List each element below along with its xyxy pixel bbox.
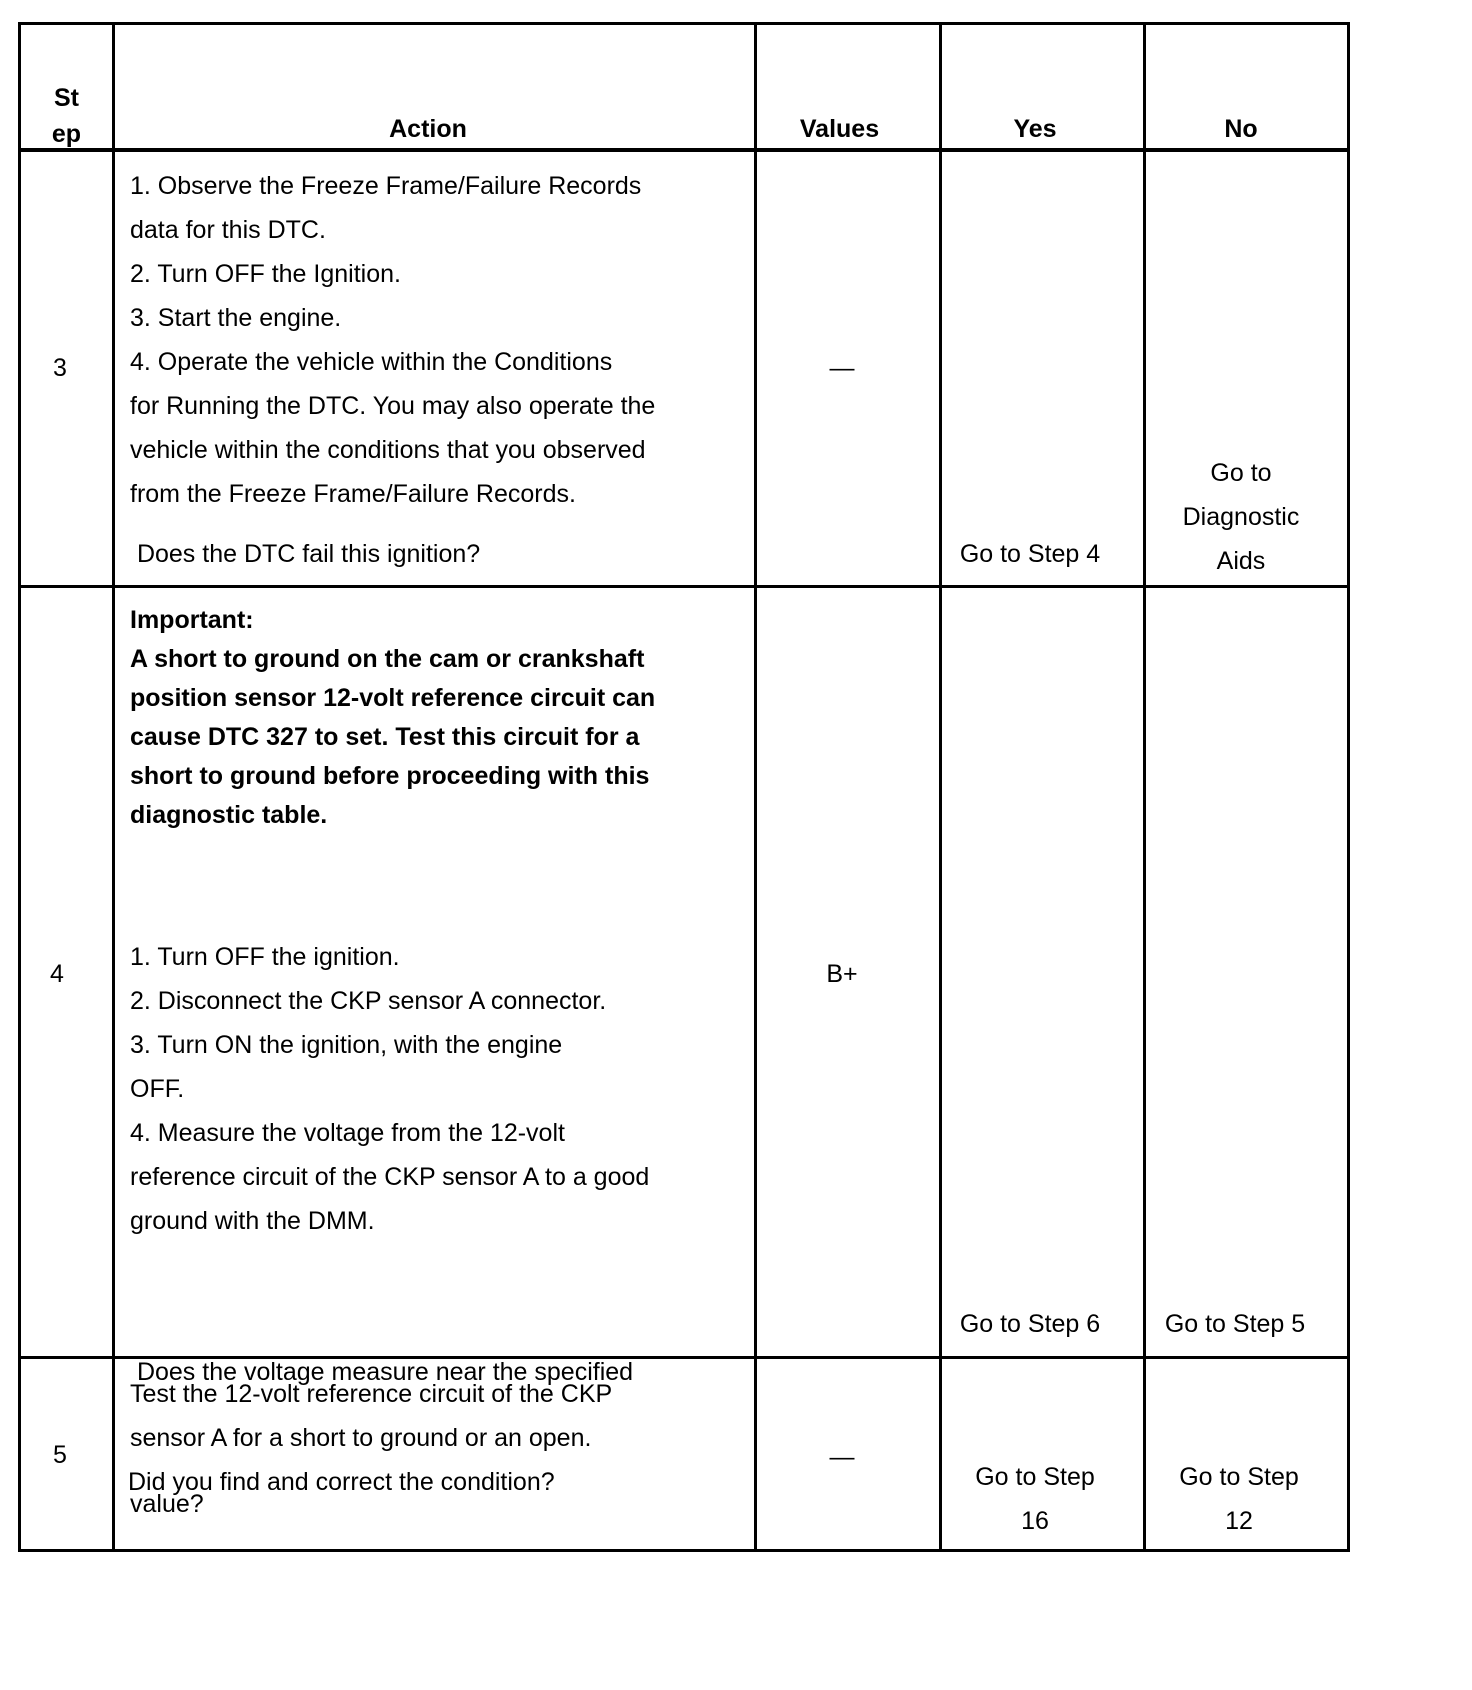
header-step-line-1: St: [54, 84, 79, 112]
header-no: No: [1224, 115, 1258, 143]
no-line: Go to: [1210, 459, 1272, 487]
row-3-value: —: [829, 354, 855, 382]
action-line: 3. Turn ON the ignition, with the engine: [130, 1031, 563, 1059]
row-5-step: 5: [53, 1441, 67, 1469]
header-bottom-border: [18, 148, 1350, 152]
row-3-no: [1146, 451, 1336, 583]
header-yes: Yes: [1013, 115, 1057, 143]
action-line: for Running the DTC. You may also operate the: [130, 392, 656, 420]
row-5-no: [1146, 1455, 1332, 1543]
important-line: short to ground before proceeding with this: [130, 762, 650, 790]
action-line: reference circuit of the CKP sensor A to a good: [130, 1163, 650, 1191]
row-3-yes: Go to Step 4: [959, 540, 1101, 568]
action-line: data for this DTC.: [130, 216, 326, 244]
action-line: OFF.: [130, 1075, 185, 1103]
action-line: Test the 12-volt reference circuit of the CKP: [130, 1380, 613, 1408]
action-line: 4. Measure the voltage from the 12-volt: [130, 1119, 565, 1147]
action-line: ground with the DMM.: [130, 1207, 375, 1235]
important-line: position sensor 12-volt reference circuit can: [130, 684, 656, 712]
action-line: from the Freeze Frame/Failure Records.: [130, 480, 576, 508]
row-4-yes: Go to Step 6: [959, 1310, 1101, 1338]
action-line: Did you find and correct the condition?: [128, 1468, 555, 1496]
action-line: sensor A for a short to ground or an open.: [130, 1424, 592, 1452]
no-line: Go to Step: [1179, 1463, 1299, 1491]
action-line: 4. Operate the vehicle within the Conditions: [130, 348, 613, 376]
action-line: 1. Observe the Freeze Frame/Failure Records: [130, 172, 642, 200]
important-line: cause DTC 327 to set. Test this circuit for a: [130, 723, 640, 751]
action-line: 2. Turn OFF the Ignition.: [130, 260, 401, 288]
header-step: [21, 80, 112, 152]
action-line: 1. Turn OFF the ignition.: [130, 943, 400, 971]
question-line: Does the voltage measure near the specified: [130, 1358, 634, 1386]
row-5-action: [128, 1372, 612, 1504]
action-line: 3. Start the engine.: [130, 304, 342, 332]
question-line: value?: [130, 1490, 204, 1518]
row-4-value: B+: [826, 960, 858, 988]
row-5-yes: [942, 1455, 1128, 1543]
row-4-action: [130, 935, 649, 1243]
important-line: diagnostic table.: [130, 801, 328, 829]
row-3-bottom-border: [18, 585, 1350, 588]
table-top-border: [18, 22, 1350, 25]
row-3-question: Does the DTC fail this ignition?: [130, 540, 481, 568]
row-5-value: —: [829, 1443, 855, 1471]
table-right-border: [1347, 22, 1350, 1552]
important-line: Important:: [130, 606, 254, 634]
header-action: Action: [389, 115, 467, 143]
action-line: vehicle within the conditions that you observed: [130, 436, 646, 464]
header-values: Values: [799, 115, 880, 143]
header-step-line-2: ep: [51, 120, 82, 148]
no-line: Diagnostic: [1182, 503, 1300, 531]
row-3-step: 3: [53, 354, 67, 382]
row-3-action: [130, 164, 655, 516]
no-line: 12: [1225, 1507, 1253, 1535]
yes-line: Go to Step: [975, 1463, 1095, 1491]
row-4-no: Go to Step 5: [1164, 1310, 1306, 1338]
action-line: 2. Disconnect the CKP sensor A connector.: [130, 987, 607, 1015]
yes-line: 16: [1021, 1507, 1049, 1535]
col-divider-action: [754, 22, 757, 1552]
row-4-step: 4: [50, 960, 64, 988]
table-left-border: [18, 22, 21, 1552]
important-line: A short to ground on the cam or crankshaft: [130, 645, 645, 673]
col-divider-step: [112, 22, 115, 1552]
row-4-important-note: [130, 601, 655, 835]
no-line: Aids: [1216, 547, 1266, 575]
